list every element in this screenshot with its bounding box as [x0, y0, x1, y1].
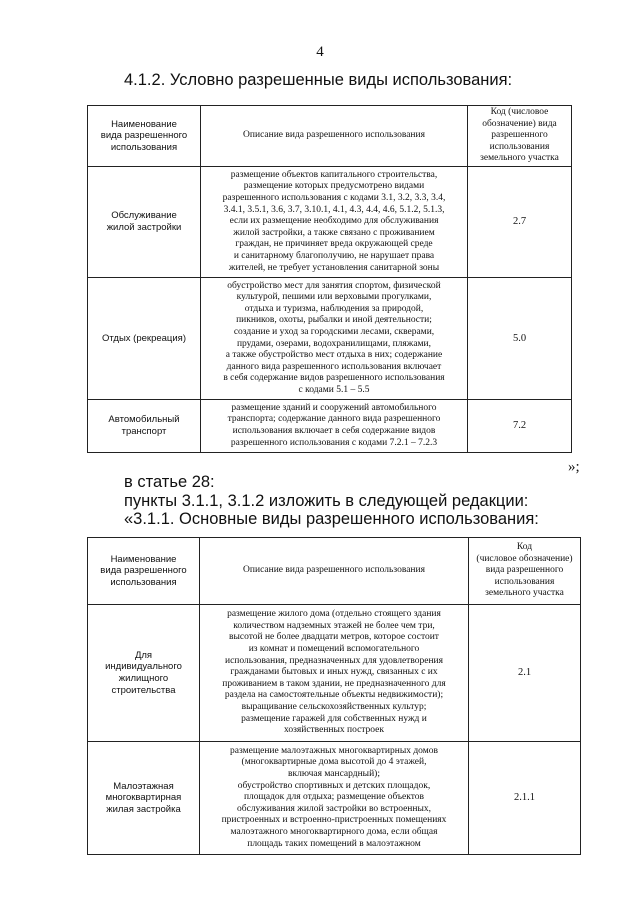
cell-text-line: разрешенного использования с кодами 3.1, 3.2, 3.3, 3.4,	[222, 193, 446, 204]
table-row	[88, 400, 572, 453]
cell-text-line: Наименование	[110, 553, 177, 565]
cell-text-line: транспорта; содержание данного вида разрешенного	[227, 414, 441, 425]
cell-text-line: количеством надземных этажей не более чем три,	[233, 620, 435, 631]
cell-text-line: с кодами 5.1 – 5.5	[298, 384, 370, 395]
cell-text-line: высотой не более двадцати метров, которое состоит	[229, 632, 439, 643]
table-row	[88, 742, 581, 855]
cell-text-line: площадь таких помещений в малоэтажном	[247, 838, 421, 849]
cell-text-line: размещение объектов капитального строительства,	[230, 169, 438, 180]
cell-text-line: Для	[134, 649, 153, 661]
cell-text-line: использования	[494, 576, 555, 587]
table-header-row	[88, 538, 581, 605]
cell-text-line: прудами, озерами, водохранилищами, пляжами,	[236, 338, 432, 349]
cell-text-line: гражданами бытовых и иных нужд, связанных с их	[230, 667, 438, 678]
cell-text-line: жилой застройки, а также связано с проживанием	[233, 227, 435, 238]
cell-text-line: Наименование	[111, 118, 177, 130]
cell-text-line: жилая застройка	[106, 803, 181, 815]
cell-text-line: данного вида разрешенного использования включает	[226, 361, 442, 372]
cell-text-line: использования, предназначенных для удовлетворения	[225, 655, 443, 666]
cell-text-line: размещение малоэтажных многоквартирных домов	[230, 745, 438, 756]
use-code-cell: 2.1	[469, 605, 581, 742]
cell-text-line: жилищного	[118, 673, 169, 684]
cell-text-line: граждан, не причиняет вреда окружающей среде	[235, 239, 433, 250]
cell-text-line: использования включает в себя содержание видов	[232, 426, 436, 436]
table-row	[88, 167, 572, 278]
cell-text-line: создание и уход за городскими лесами, скверами,	[233, 326, 435, 337]
cell-text-line: обслуживания жилой застройки во встроенных,	[237, 803, 431, 814]
cell-text-line: Малоэтажная	[113, 780, 174, 792]
cell-text-line: транспорт	[121, 426, 167, 437]
use-description-cell	[201, 278, 468, 400]
cell-text-line: Отдых (рекреация)	[102, 332, 186, 344]
cell-text-line: вида разрешенного	[100, 565, 187, 577]
closing-quote-mark: »;	[568, 459, 580, 475]
use-name-cell	[88, 278, 201, 400]
column-header-description	[201, 106, 468, 167]
use-code-cell: 2.7	[468, 167, 572, 278]
cell-text-line: площадок для отдыха; размещение объектов	[243, 792, 425, 803]
table-row	[88, 278, 572, 400]
cell-text-line: проживанием в таком здании, не предназначенного для	[222, 678, 446, 689]
cell-text-line: использования	[110, 141, 178, 153]
page-number: 4	[316, 44, 324, 60]
cell-text-line: обустройство спортивных и детских площадок,	[237, 780, 431, 791]
section-heading-conditional-uses: 4.1.2. Условно разрешенные виды использования:	[124, 71, 513, 89]
main-uses-table	[87, 537, 581, 855]
cell-text-line: обозначение) вида	[482, 118, 557, 129]
cell-text-line: Автомобильный	[108, 414, 180, 426]
cell-text-line: хозяйственных построек	[283, 725, 385, 736]
cell-text-line: Описание вида разрешенного использования	[243, 130, 425, 141]
cell-text-line: (числовое обозначение)	[476, 553, 573, 564]
cell-text-line: земельного участка	[485, 588, 564, 599]
cell-text-line: использования	[489, 141, 550, 152]
column-header-code	[469, 538, 581, 605]
cell-text-line: Обслуживание	[111, 210, 177, 222]
cell-text-line: размещение жилого дома (отдельно стоящего здания	[227, 609, 441, 620]
cell-text-line: из комнат и помещений вспомогательного	[248, 644, 420, 655]
cell-text-line: Код	[516, 542, 533, 553]
cell-text-line: в себя содержание видов разрешенного использования	[223, 373, 445, 384]
cell-text-line: культурой, пешими или верховыми прогулками,	[236, 292, 432, 303]
cell-text-line: земельного участка	[480, 153, 559, 164]
cell-text-line: малоэтажного многоквартирного дома, если общая	[230, 826, 438, 837]
conditional-uses-table	[87, 105, 572, 453]
cell-text-line: выращивание сельскохозяйственных культур;	[241, 701, 427, 712]
use-description-cell	[200, 605, 469, 742]
cell-text-line: использования	[110, 576, 177, 588]
cell-text-line: включая мансардный);	[288, 769, 380, 780]
cell-text-line: обустройство мест для занятия спортом, физической	[227, 280, 441, 291]
use-description-cell	[200, 742, 469, 855]
cell-text-line: а также обустройство мест отдыха в них; содержание	[225, 350, 443, 361]
use-code-cell: 2.1.1	[469, 742, 581, 855]
cell-text-line: пикников, охоты, рыбалки и иной деятельности;	[236, 315, 432, 326]
cell-text-line: вида разрешенного	[100, 130, 188, 142]
cell-text-line: индивидуального	[105, 661, 182, 673]
article-reference-line: в статье 28:	[124, 473, 215, 491]
column-header-name	[88, 538, 200, 605]
use-name-cell	[88, 742, 200, 855]
table-header-row	[88, 106, 572, 167]
cell-text-line: 3.4.1, 3.5.1, 3.6, 3.7, 3.10.1, 4.1, 4.3, 4.4, 4.6, 5.1.2, 5.1.3,	[223, 204, 445, 215]
cell-text-line: раздела на самостоятельные объекты недвижимости);	[224, 690, 444, 701]
cell-text-line: (многоквартирные дома высотой до 4 этажей,	[241, 757, 427, 768]
cell-text-line: размещение которых предусмотрено видами	[243, 181, 425, 192]
cell-text-line: вида разрешенного	[485, 565, 564, 576]
cell-text-line: размещение зданий и сооружений автомобильного	[231, 402, 437, 413]
cell-text-line: строительства	[111, 684, 176, 696]
use-description-cell	[201, 400, 468, 453]
use-name-cell	[88, 400, 201, 453]
cell-text-line: Описание вида разрешенного использования	[243, 565, 425, 576]
cell-text-line: пристроенных и встроенно-пристроенных помещениях	[221, 815, 447, 826]
use-description-cell	[201, 167, 468, 278]
use-name-cell	[88, 605, 200, 742]
section-heading-main-uses: «3.1.1. Основные виды разрешенного использования:	[124, 510, 539, 528]
amendment-instruction-line: пункты 3.1.1, 3.1.2 изложить в следующей редакции:	[124, 492, 529, 510]
cell-text-line: если их размещение необходимо для обслуживания	[229, 216, 439, 227]
use-code-cell: 5.0	[468, 278, 572, 400]
cell-text-line: разрешенного	[491, 130, 548, 141]
column-header-description	[200, 538, 469, 605]
use-code-cell: 7.2	[468, 400, 572, 453]
use-name-cell	[88, 167, 201, 278]
cell-text-line: размещение гаражей для собственных нужд и	[241, 713, 427, 724]
column-header-code	[468, 106, 572, 167]
table-row	[88, 605, 581, 742]
cell-text-line: жилой застройки	[106, 222, 182, 233]
cell-text-line: жителей, не требует установления санитарной зоны	[228, 262, 440, 273]
cell-text-line: отдыха и туризма, наблюдения за природой,	[244, 303, 424, 314]
column-header-name	[88, 106, 201, 167]
cell-text-line: Код (числовое	[490, 107, 549, 118]
cell-text-line: разрешенного использования с кодами 7.2.1 – 7.2.3	[230, 437, 438, 448]
cell-text-line: и санитарному благополучию, не нарушает права	[233, 250, 435, 261]
cell-text-line: многоквартирная	[105, 792, 182, 804]
